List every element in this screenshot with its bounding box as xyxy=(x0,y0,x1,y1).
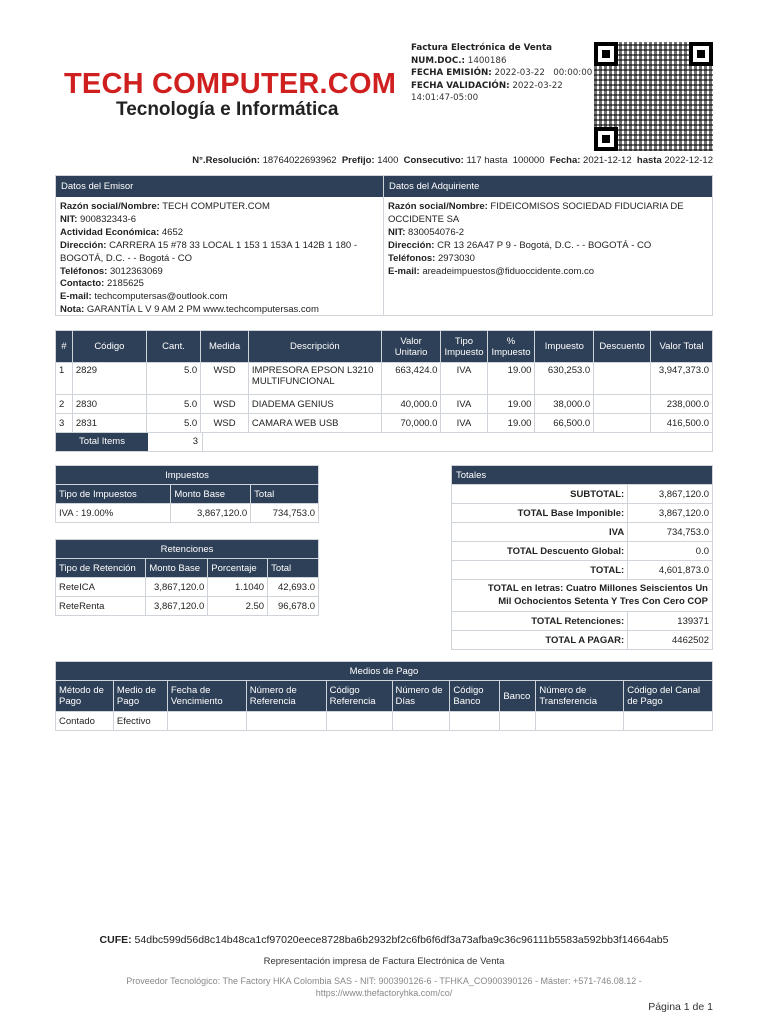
table-cell: 5.0 xyxy=(146,414,200,433)
qr-code xyxy=(594,42,713,151)
adquiriente-line-value: areadeimpuestos@fiduoccidente.com.co xyxy=(419,265,595,277)
adquiriente-line-value: CR 13 26A47 P 9 - Bogotá, D.C. - - BOGOTÁ - CO xyxy=(434,239,652,251)
totales-value: 3,867,120.0 xyxy=(628,485,713,504)
column-header: Cant. xyxy=(146,331,200,363)
emisor-line-label: Nota: xyxy=(60,304,85,316)
page-number: Página 1 de 1 xyxy=(648,1001,713,1013)
consecutivo-label: Consecutivo: xyxy=(403,155,464,166)
adquiriente-line-label: NIT: xyxy=(388,226,406,238)
table-cell: 1.1040 xyxy=(208,578,268,597)
totales-row xyxy=(452,523,713,542)
column-header: Código Banco xyxy=(450,681,500,712)
consecutivo-value: 117 hasta 100000 xyxy=(466,155,545,166)
totales-row xyxy=(452,612,713,631)
column-header: Código del Canal de Pago xyxy=(624,681,713,712)
column-header: Fecha de Vencimiento xyxy=(167,681,246,712)
table-cell: 2831 xyxy=(72,414,146,433)
emisor-line xyxy=(60,304,379,317)
column-header: Monto Base xyxy=(146,559,208,578)
emisor-box xyxy=(56,176,384,315)
table-row xyxy=(56,597,319,616)
cufe-label: CUFE: xyxy=(99,934,132,946)
table-row xyxy=(56,363,713,395)
table-cell: 663,424.0 xyxy=(381,363,441,395)
emisor-line-value: 900832343-6 xyxy=(77,213,137,225)
emisor-line-value: TECH COMPUTER.COM xyxy=(159,201,270,212)
column-header: Código xyxy=(72,331,146,363)
adquiriente-line-value: FIDEICOMISOS SOCIEDAD FIDUCIARIA DE OCCIDENTE SA xyxy=(388,201,684,225)
totales-value: 734,753.0 xyxy=(628,523,713,542)
table-cell: 2.50 xyxy=(208,597,268,616)
adquiriente-line-label: Razón social/Nombre: xyxy=(388,201,488,212)
document-info xyxy=(411,42,593,105)
table-cell xyxy=(624,712,713,731)
table-cell: WSD xyxy=(201,414,249,433)
emisor-line-label: E-mail: xyxy=(60,291,92,303)
column-header: Valor Total xyxy=(651,331,713,363)
cufe-line xyxy=(0,934,768,946)
table-cell: CAMARA WEB USB xyxy=(248,414,381,433)
table-cell: 40,000.0 xyxy=(381,395,441,414)
prefijo-value: 1400 xyxy=(377,155,399,166)
table-cell: 66,500.0 xyxy=(535,414,594,433)
adquiriente-line-label: Dirección: xyxy=(388,239,435,251)
table-cell: 5.0 xyxy=(146,363,200,395)
emisor-line-label: Contacto: xyxy=(60,278,105,290)
column-header: Tipo de Retención xyxy=(56,559,146,578)
adquiriente-line xyxy=(388,240,708,253)
totales-section xyxy=(451,465,713,650)
table-cell: 19.00 xyxy=(487,414,535,433)
table-cell: 2829 xyxy=(72,363,146,395)
adquiriente-header: Datos del Adquiriente xyxy=(384,176,712,197)
column-header: Total xyxy=(268,559,319,578)
logo-title: TECH COMPUTER.COM xyxy=(64,68,397,100)
items-header-row xyxy=(56,331,713,363)
table-cell xyxy=(326,712,392,731)
table-cell: 2830 xyxy=(72,395,146,414)
adquiriente-line xyxy=(388,253,708,266)
emisor-line-label: NIT: xyxy=(60,213,78,225)
totales-row xyxy=(452,561,713,580)
column-header: Medio de Pago xyxy=(113,681,167,712)
totales-label: IVA xyxy=(452,523,628,542)
emisor-line xyxy=(60,278,379,291)
emisor-line-value: CARRERA 15 #78 33 LOCAL 1 153 1 153A 1 142B 1 180 - BOGOTÁ, D.C. - - Bogotá - CO xyxy=(60,239,357,264)
adquiriente-body xyxy=(384,197,712,282)
table-cell: Efectivo xyxy=(113,712,167,731)
table-row xyxy=(56,578,319,597)
table-cell: 5.0 xyxy=(146,395,200,414)
res-label: N°.Resolución: xyxy=(192,155,260,166)
totales-row xyxy=(452,504,713,523)
emisor-line-value: GARANTÍA L V 9 AM 2 PM www.techcomputersas.com xyxy=(84,304,319,316)
emisor-line-value: 2185625 xyxy=(104,278,144,290)
prefijo-label: Prefijo: xyxy=(341,155,375,166)
fecha-label: Fecha: xyxy=(549,155,581,166)
parties-section xyxy=(55,175,713,316)
emisor-line-label: Dirección: xyxy=(60,239,107,251)
validacion-value: 2022-03-22 xyxy=(512,80,563,91)
resolution-line xyxy=(192,155,713,166)
medios-pago-table xyxy=(55,661,713,731)
totales-row xyxy=(452,542,713,561)
emisor-line-label: Actividad Económica: xyxy=(60,226,160,238)
column-header: Porcentaje xyxy=(208,559,268,578)
items-table xyxy=(55,330,713,433)
column-header: Banco xyxy=(500,681,536,712)
totales-label: SUBTOTAL: xyxy=(452,485,628,504)
totales-value: 139371 xyxy=(628,612,713,631)
totales-table xyxy=(451,465,713,650)
table-cell: 3,867,120.0 xyxy=(146,578,208,597)
table-cell: 630,253.0 xyxy=(535,363,594,395)
table-cell: 19.00 xyxy=(487,395,535,414)
emisor-line xyxy=(60,201,379,214)
total-items-value: 3 xyxy=(148,433,203,451)
totales-value: 4,601,873.0 xyxy=(628,561,713,580)
table-cell: DIADEMA GENIUS xyxy=(248,395,381,414)
doc-num-label: NUM.DOC.: xyxy=(411,55,466,66)
impuestos-header-row xyxy=(56,485,319,504)
emisor-line xyxy=(60,291,379,304)
medios-pago-section xyxy=(55,661,713,731)
retenciones-title: Retenciones xyxy=(56,540,319,559)
table-cell: 3,867,120.0 xyxy=(146,597,208,616)
column-header: Medida xyxy=(201,331,249,363)
column-header: Número de Referencia xyxy=(246,681,326,712)
emisor-line xyxy=(60,214,379,227)
medios-pago-header-row xyxy=(56,681,713,712)
table-cell xyxy=(536,712,624,731)
table-cell: IVA xyxy=(441,395,487,414)
company-logo xyxy=(64,68,404,121)
res-value: 18764022693962 xyxy=(262,155,337,166)
totales-label: TOTAL Retenciones: xyxy=(452,612,628,631)
table-cell: IVA xyxy=(441,414,487,433)
totales-label: TOTAL A PAGAR: xyxy=(452,631,628,650)
emisor-body xyxy=(56,197,383,321)
validacion-time: 14:01:47-05:00 xyxy=(411,93,479,103)
emision-value: 2022-03-22 00:00:00 xyxy=(494,68,593,78)
table-cell: IVA xyxy=(441,363,487,395)
column-header: Impuesto xyxy=(535,331,594,363)
totales-value: 4462502 xyxy=(628,631,713,650)
impuestos-section xyxy=(55,465,319,523)
emisor-line-label: Teléfonos: xyxy=(60,265,108,277)
retenciones-section xyxy=(55,539,319,616)
column-header: Descuento xyxy=(594,331,651,363)
adquiriente-line xyxy=(388,266,708,279)
hasta-label: hasta xyxy=(636,155,662,166)
table-cell: 70,000.0 xyxy=(381,414,441,433)
hasta-value: 2022-12-12 xyxy=(664,155,713,166)
table-cell xyxy=(594,395,651,414)
cufe-value: 54dbc599d56d8c14b48ca1cf97020eece8728ba6b2932bf2c6fb6f6df3a73afba9c36c96111b5583a592bb3f14664ab5 xyxy=(131,934,669,946)
table-cell xyxy=(392,712,450,731)
column-header: # xyxy=(56,331,73,363)
table-cell: 96,678.0 xyxy=(268,597,319,616)
totales-row xyxy=(452,580,713,612)
totales-label: TOTAL Descuento Global: xyxy=(452,542,628,561)
table-cell xyxy=(167,712,246,731)
emisor-line xyxy=(60,240,379,266)
table-cell xyxy=(246,712,326,731)
impuestos-table xyxy=(55,465,319,523)
total-items-row xyxy=(55,433,713,452)
column-header: Número de Días xyxy=(392,681,450,712)
table-cell: WSD xyxy=(201,363,249,395)
totales-label: TOTAL en letras: Cuatro Millones Seiscientos Un Mil Ochocientos Setenta Y Tres Con Cero COP xyxy=(452,580,713,612)
retenciones-table xyxy=(55,539,319,616)
column-header: % Impuesto xyxy=(487,331,535,363)
logo-subtitle: Tecnología e Informática xyxy=(116,99,339,120)
retenciones-header-row xyxy=(56,559,319,578)
emisor-line-value: 3012363069 xyxy=(107,265,163,277)
totales-label: TOTAL Base Imponible: xyxy=(452,504,628,523)
adquiriente-line-label: Teléfonos: xyxy=(388,252,436,264)
table-cell: 734,753.0 xyxy=(251,504,319,523)
totales-label: TOTAL: xyxy=(452,561,628,580)
table-row xyxy=(56,504,319,523)
representacion-text: Representación impresa de Factura Electrónica de Venta xyxy=(263,956,505,967)
emisor-line-value: 4652 xyxy=(159,226,184,238)
medios-pago-title: Medios de Pago xyxy=(56,662,713,681)
emisor-line xyxy=(60,266,379,279)
table-cell: 1 xyxy=(56,363,73,395)
impuestos-title: Impuestos xyxy=(56,466,319,485)
column-header: Código Referencia xyxy=(326,681,392,712)
table-cell: 38,000.0 xyxy=(535,395,594,414)
doc-type: Factura Electrónica de Venta xyxy=(411,43,552,53)
table-cell: IVA : 19.00% xyxy=(56,504,171,523)
emision-label: FECHA EMISIÓN: xyxy=(411,68,492,78)
adquiriente-box xyxy=(384,176,712,315)
adquiriente-line-value: 830054076-2 xyxy=(405,226,465,238)
totales-value: 0.0 xyxy=(628,542,713,561)
column-header: Valor Unitario xyxy=(381,331,441,363)
emisor-line-label: Razón social/Nombre: xyxy=(60,201,160,212)
table-cell xyxy=(594,363,651,395)
emisor-line xyxy=(60,227,379,240)
table-cell: 3 xyxy=(56,414,73,433)
table-row xyxy=(56,414,713,433)
table-cell: 19.00 xyxy=(487,363,535,395)
totales-value: 3,867,120.0 xyxy=(628,504,713,523)
column-header: Descripción xyxy=(248,331,381,363)
column-header: Número de Transferencia xyxy=(536,681,624,712)
column-header: Tipo Impuesto xyxy=(441,331,487,363)
proveedor-text: Proveedor Tecnológico: The Factory HKA Colombia SAS - NIT: 900390126-6 - TFHKA_CO900390126 - Máster: +571-746.08.12 - https://www.thefactoryhka.com/co/ xyxy=(126,976,642,998)
adquiriente-line xyxy=(388,227,708,240)
table-cell xyxy=(450,712,500,731)
column-header: Método de Pago xyxy=(56,681,114,712)
adquiriente-line xyxy=(388,201,708,227)
doc-num-value: 1400186 xyxy=(467,55,507,66)
table-cell: 3,867,120.0 xyxy=(171,504,251,523)
totales-row xyxy=(452,631,713,650)
column-header: Tipo de Impuestos xyxy=(56,485,171,504)
items-section xyxy=(55,330,713,452)
table-row xyxy=(56,395,713,414)
table-cell: WSD xyxy=(201,395,249,414)
table-cell: 416,500.0 xyxy=(651,414,713,433)
validacion-label: FECHA VALIDACIÓN: xyxy=(411,80,510,91)
column-header: Total xyxy=(251,485,319,504)
table-cell: 2 xyxy=(56,395,73,414)
adquiriente-line-value: 2973030 xyxy=(435,252,475,264)
emisor-header: Datos del Emisor xyxy=(56,176,383,197)
table-row xyxy=(56,712,713,731)
table-cell: 3,947,373.0 xyxy=(651,363,713,395)
table-cell: 238,000.0 xyxy=(651,395,713,414)
totales-row xyxy=(452,485,713,504)
table-cell: ReteICA xyxy=(56,578,146,597)
table-cell: Contado xyxy=(56,712,114,731)
table-cell: ReteRenta xyxy=(56,597,146,616)
table-cell: 42,693.0 xyxy=(268,578,319,597)
fecha-value: 2021-12-12 xyxy=(583,155,632,166)
table-cell xyxy=(594,414,651,433)
totales-title: Totales xyxy=(452,466,713,485)
emisor-line-value: techcomputersas@outlook.com xyxy=(91,291,228,303)
total-items-label: Total Items xyxy=(56,433,148,451)
column-header: Monto Base xyxy=(171,485,251,504)
table-cell: IMPRESORA EPSON L3210 MULTIFUNCIONAL xyxy=(248,363,381,395)
adquiriente-line-label: E-mail: xyxy=(388,265,420,277)
table-cell xyxy=(500,712,536,731)
